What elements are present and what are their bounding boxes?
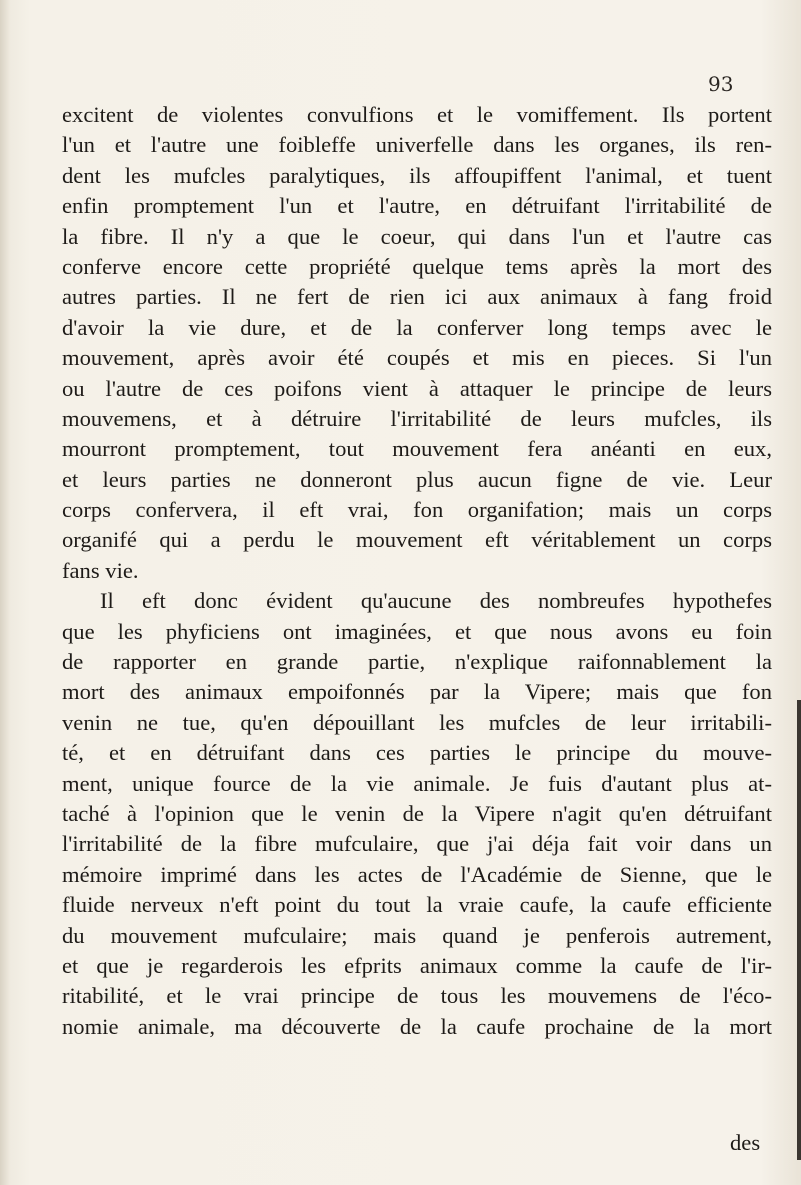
text-line: et que je regarderois les efprits animaux comme la caufe de l'ir- bbox=[62, 952, 772, 978]
text-line: taché à l'opinion que le venin de la Vipere n'agit qu'en détruifant bbox=[62, 800, 772, 826]
catchword: des bbox=[730, 1130, 761, 1155]
text-line: mouvement, après avoir été coupés et mis en pieces. Si l'un bbox=[62, 345, 772, 371]
text-line: mémoire imprimé dans les actes de l'Académie de Sienne, que le bbox=[62, 861, 772, 887]
text-line: organifé qui a perdu le mouvement eft véritablement un corps bbox=[62, 527, 772, 553]
text-line: té, et en détruifant dans ces parties le principe du mouve- bbox=[62, 740, 772, 766]
text-line: enfin promptement l'un et l'autre, en détruifant l'irritabilité de bbox=[62, 193, 772, 219]
page-number: 93 bbox=[708, 72, 734, 96]
text-line: que les phyficiens ont imaginées, et que nous avons eu foin bbox=[62, 618, 772, 644]
text-line: l'irritabilité de la fibre mufculaire, que j'ai déja fait voir dans un bbox=[62, 831, 772, 857]
text-line: corps confervera, il eft vrai, fon organifation; mais un corps bbox=[62, 497, 772, 523]
text-line: ritabilité, et le vrai principe de tous les mouvemens de l'éco- bbox=[62, 983, 772, 1009]
text-line: ou l'autre de ces poifons vient à attaquer le principe de leurs bbox=[62, 375, 772, 401]
body-text bbox=[62, 100, 772, 1042]
text-line: dent les mufcles paralytiques, ils affoupiffent l'animal, et tuent bbox=[62, 162, 772, 188]
paragraph-end-line: fans vie. bbox=[62, 557, 139, 583]
text-line: de rapporter en grande partie, n'explique raifonnablement la bbox=[62, 649, 772, 675]
text-line: mort des animaux empoifonnés par la Vipere; mais que fon bbox=[62, 679, 772, 705]
text-line: d'avoir la vie dure, et de la conferver long temps avec le bbox=[62, 314, 772, 340]
text-line: conferve encore cette propriété quelque tems après la mort des bbox=[62, 253, 772, 279]
text-line: ment, unique fource de la vie animale. Je fuis d'autant plus at- bbox=[62, 770, 772, 796]
text-line: mourront promptement, tout mouvement fera anéanti en eux, bbox=[62, 436, 772, 462]
page-left-edge bbox=[0, 0, 10, 1185]
page-right-edge-mark bbox=[797, 700, 801, 1160]
text-line: venin ne tue, qu'en dépouillant les mufcles de leur irritabili- bbox=[62, 709, 772, 735]
text-line: nomie animale, ma découverte de la caufe prochaine de la mort bbox=[62, 1013, 772, 1039]
text-line: autres parties. Il ne fert de rien ici aux animaux à fang froid bbox=[62, 284, 772, 310]
text-line: du mouvement mufculaire; mais quand je penferois autrement, bbox=[62, 922, 772, 948]
text-line: mouvemens, et à détruire l'irritabilité de leurs mufcles, ils bbox=[62, 405, 772, 431]
text-line: fluide nerveux n'eft point du tout la vraie caufe, la caufe efficiente bbox=[62, 892, 772, 918]
text-line: et leurs parties ne donneront plus aucun figne de vie. Leur bbox=[62, 466, 772, 492]
text-line: la fibre. Il n'y a que le coeur, qui dans l'un et l'autre cas bbox=[62, 223, 772, 249]
paragraph-start-line: Il eft donc évident qu'aucune des nombreufes hypothefes bbox=[100, 588, 772, 614]
text-line: l'un et l'autre une foibleffe univerfelle dans les organes, ils ren- bbox=[62, 132, 772, 158]
text-line: excitent de violentes convulfions et le vomiffement. Ils portent bbox=[62, 102, 772, 127]
